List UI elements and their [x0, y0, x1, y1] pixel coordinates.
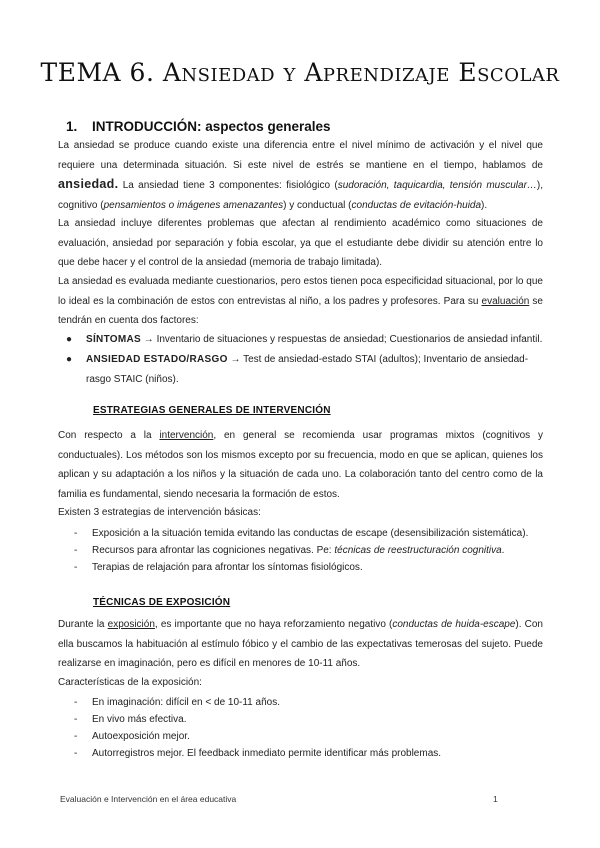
bullet-term: ANSIEDAD ESTADO/RASGO — [86, 354, 228, 365]
paragraph-characteristics-intro: Características de la exposición: — [58, 677, 202, 688]
text-run: ), cognitivo ( — [58, 180, 544, 211]
dash-icon: - — [74, 697, 78, 708]
dash-icon: - — [74, 748, 78, 759]
text-run: Durante la — [58, 619, 108, 630]
italic-run: sudoración, taquicardia, tensión muscular… — [337, 180, 537, 191]
paragraph-intervention — [58, 426, 543, 504]
section-title: INTRODUCCIÓN: aspectos generales — [92, 119, 331, 134]
text-run: ) y conductual ( — [283, 199, 352, 211]
dash-icon: - — [74, 562, 78, 573]
list-item-text: En vivo más efectiva. — [92, 714, 187, 725]
text-run: La ansiedad tiene 3 componentes: fisiológico ( — [118, 180, 338, 191]
page-number: 1 — [493, 794, 498, 804]
paragraph-definition — [58, 136, 543, 215]
term-ansiedad: ansiedad. — [58, 177, 119, 191]
text-run: Recursos para afrontar las cogniciones negativas. Pe: — [92, 545, 335, 556]
bullet-icon: ● — [66, 354, 73, 365]
paragraph-strategies-intro: Existen 3 estrategias de intervención básicas: — [58, 507, 261, 518]
text-run: ). — [481, 199, 488, 211]
text-run: Exposición a la situación temida evitando las conductas de escape (desensibilización sistemática). — [92, 528, 529, 539]
list-item-text: En imaginación: difícil en < de 10-11 años. — [92, 697, 280, 708]
underlined-term: intervención — [159, 430, 214, 441]
bullet-text: Inventario de situaciones y respuestas de ansiedad; Cuestionarios de ansiedad infantil. — [156, 334, 543, 345]
text-run: Terapias de relajación para afrontar los síntomas fisiológicos. — [92, 562, 363, 573]
italic-run: conductas de huida-escape — [392, 619, 516, 630]
italic-run: conductas de evitación-huida — [351, 199, 482, 211]
document-title: TEMA 6. Ansiedad y Aprendizaje Escolar — [40, 58, 560, 87]
underlined-term: exposición — [107, 619, 155, 630]
text-run: La ansiedad es evaluada mediante cuestionarios, pero estos tienen poca especificidad situacional, por lo que lo ideal es la combinación de estos con entrevistas al niño, a los padres y profesores. Para su — [58, 276, 543, 307]
section-number: 1. — [66, 119, 78, 134]
paragraph-evaluation — [58, 272, 543, 331]
subheading-estrategias: ESTRATEGIAS GENERALES DE INTERVENCIÓN — [93, 405, 331, 416]
arrow-icon: → — [230, 354, 241, 365]
subheading-tecnicas: TÉCNICAS DE EXPOSICIÓN — [93, 597, 231, 608]
italic-run: pensamientos o imágenes amenazantes — [103, 199, 284, 211]
list-item — [58, 711, 543, 729]
page-footer: Evaluación e Intervención en el área educativa — [60, 794, 237, 804]
text-run: se tendrán en cuenta dos factores: — [58, 295, 543, 326]
arrow-icon: → — [143, 334, 154, 345]
bullet-item — [58, 330, 543, 350]
paragraph-academic-problems: La ansiedad incluye diferentes problemas que afectan al rendimiento académico como situaciones de evaluación, ansiedad por separación y fobia escolar, ya que el estudiante debe dividir su atención entre lo que debe hacer y el control de la ansiedad (memoria de trabajo limitada). — [58, 218, 543, 268]
dash-icon: - — [74, 528, 78, 539]
dash-icon: - — [74, 731, 78, 742]
text-run: La ansiedad se produce cuando existe una diferencia entre el nivel mínimo de activación y el nivel que requiere una determinada situación. Si este nivel de estrés se mantiene en el tiempo, hablamos de — [58, 140, 543, 171]
list-item — [58, 694, 543, 712]
text-run: , en general se recomienda usar programas mixtos (cognitivos y conductuales). Los métodos son los mismos excepto por su frecuencia, modo en que se aplican, quienes los aplican y su adaptación a los niños y la situación de cada uno. La colaboración tanto del centro como de la familia es fundamental, siendo necesaria la formación de estos. — [58, 430, 543, 500]
bullet-text: Test de ansiedad-estado STAI (adultos); Inventario de ansiedad-rasgo STAIC (niños). — [86, 354, 529, 385]
text-run: , es importante que no haya reforzamiento negativo ( — [154, 619, 393, 630]
list-item — [58, 542, 543, 560]
list-item — [58, 525, 543, 543]
underlined-term: evaluación — [481, 295, 530, 307]
text-run: Con respecto a la — [58, 430, 160, 441]
section-heading-introduccion — [66, 119, 331, 134]
bullet-icon: ● — [66, 334, 73, 345]
bullet-item — [58, 350, 543, 389]
list-item — [58, 745, 543, 763]
list-item-text: Autorregistros mejor. El feedback inmediato permite identificar más problemas. — [92, 748, 442, 759]
italic-run: técnicas de reestructuración cognitiva — [334, 545, 502, 556]
text-run: ). Con ella buscamos la habituación al estímulo fóbico y el cambio de las expectativas temerosas del sujeto. Puede realizarse en imaginación, pero es difícil en menores de 10-11 años. — [58, 619, 543, 669]
dash-icon: - — [74, 545, 78, 556]
text-run: . — [501, 545, 505, 556]
bullet-term: SÍNTOMAS — [86, 334, 141, 345]
list-item — [58, 559, 543, 577]
list-item — [58, 728, 543, 746]
dash-icon: - — [74, 714, 78, 725]
paragraph-exposure — [58, 615, 543, 674]
list-item-text: Autoexposición mejor. — [92, 731, 190, 742]
